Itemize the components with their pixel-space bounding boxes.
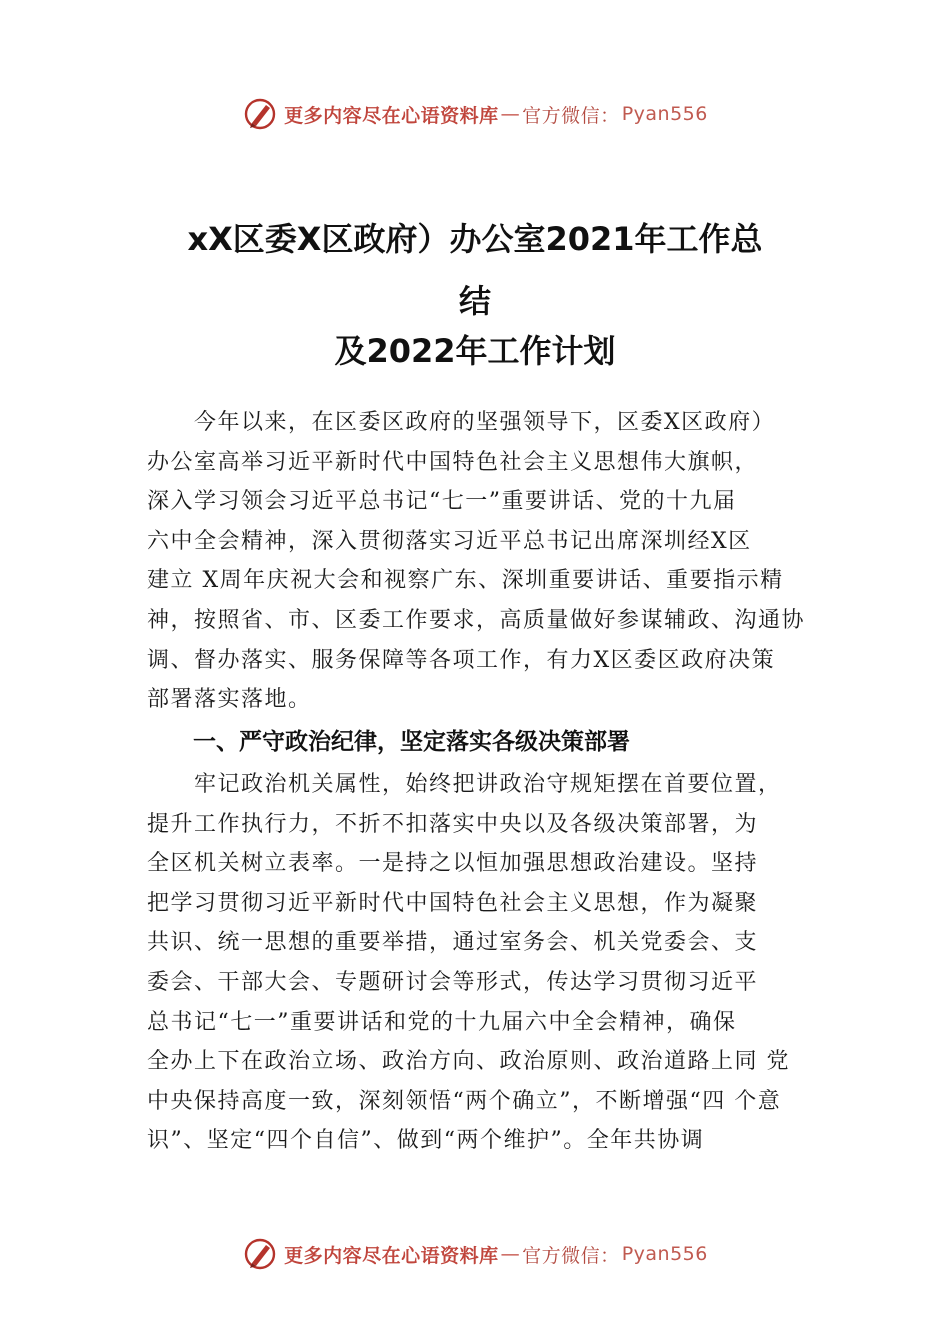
paragraph-line: 共识、统一思想的重要举措，通过室务会、机关党委会、支 xyxy=(147,930,759,956)
pen-logo-icon xyxy=(242,1236,278,1272)
banner-brand: 更多内容尽在心语资料库 xyxy=(284,1244,499,1267)
doc-title-line2: 结 xyxy=(458,282,491,320)
paragraph-line: 全办上下在政治立场、政治方向、政治原则、政治道路上同 党 xyxy=(147,1049,790,1075)
section-heading-1: 一、严守政治纪律，坚定落实各级决策部署 xyxy=(193,729,630,755)
footer-banner xyxy=(0,1232,950,1276)
paragraph-line: 总书记“七一”重要讲话和党的十九届六中全会精神，确保 xyxy=(147,1009,737,1035)
section-1-paragraph xyxy=(147,765,837,1161)
paragraph-line: 把学习贯彻习近平新时代中国特色社会主义思想，作为凝聚 xyxy=(147,890,759,916)
banner-dash: — xyxy=(500,1243,521,1265)
header-banner xyxy=(0,92,950,136)
paragraph-line: 六中全会精神，深入贯彻落实习近平总书记出席深圳经X区 xyxy=(147,528,752,554)
paragraph-line: 识”、坚定“四个自信”、做到“两个维护”。全年共协调 xyxy=(147,1128,705,1154)
paragraph-line: 委会、干部大会、专题研讨会等形式，传达学习贯彻习近平 xyxy=(147,969,759,995)
doc-title-line3: 及2022年工作计划 xyxy=(334,332,616,370)
paragraph-line: 牢记政治机关属性，始终把讲政治守规矩摆在首要位置， xyxy=(194,772,782,797)
paragraph-line: 中央保持高度一致，深刻领悟“两个确立”，不断增强“四 个意 xyxy=(147,1088,782,1114)
banner-wechat-id: Pyan556 xyxy=(621,103,708,125)
paragraph-line: 全区机关树立表率。一是持之以恒加强思想政治建设。坚持 xyxy=(147,851,759,877)
banner-wechat-label: 官方微信： xyxy=(522,104,620,127)
pen-logo-icon xyxy=(242,96,278,132)
banner-wechat-id: Pyan556 xyxy=(621,1243,708,1265)
intro-paragraph xyxy=(147,403,837,720)
banner-dash: — xyxy=(500,103,521,125)
paragraph-line: 办公室高举习近平新时代中国特色社会主义思想伟大旗帜， xyxy=(147,449,759,475)
paragraph-line: 提升工作执行力，不折不扣落实中央以及各级决策部署，为 xyxy=(147,811,759,837)
paragraph-line: 神，按照省、市、区委工作要求，高质量做好参谋辅政、沟通协 xyxy=(147,607,806,633)
paragraph-line: 深入学习领会习近平总书记“七一”重要讲话、党的十九届 xyxy=(147,489,737,515)
paragraph-line: 部署落实落地。 xyxy=(147,687,312,713)
paragraph-line: 建立 X周年庆祝大会和视察广东、深圳重要讲话、重要指示精 xyxy=(147,568,784,594)
paragraph-line: 今年以来，在区委区政府的坚强领导下，区委X区政府） xyxy=(194,410,776,435)
banner-wechat-label: 官方微信： xyxy=(522,1244,620,1267)
doc-title-line1: xX区委X区政府）办公室2021年工作总 xyxy=(187,220,763,258)
paragraph-line: 调、督办落实、服务保障等各项工作，有力X区委区政府决策 xyxy=(147,647,776,673)
banner-brand: 更多内容尽在心语资料库 xyxy=(284,104,499,127)
